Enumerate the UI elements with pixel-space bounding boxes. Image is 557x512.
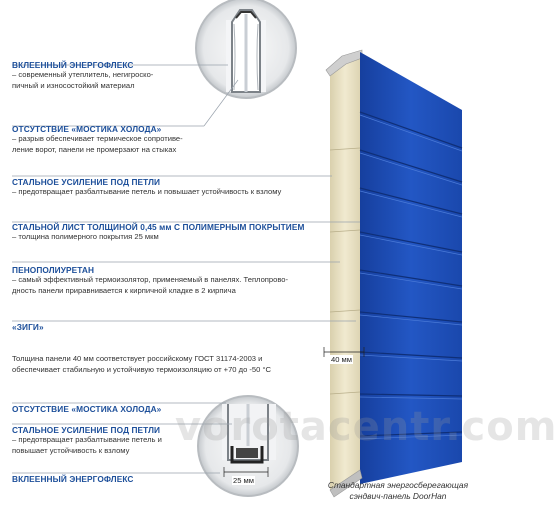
feature-title: СТАЛЬНОЕ УСИЛЕНИЕ ПОД ПЕТЛИ [12,425,161,435]
top-profile-magnifier [196,0,296,98]
feature-text: пичный и износостойкий материал [12,80,135,90]
feature-energoflex-top [12,60,153,91]
feature-cold-bridge-bottom [12,404,161,414]
feature-energoflex-bottom [12,474,134,484]
feature-panel-thickness [12,354,271,375]
feature-title: СТАЛЬНОЕ УСИЛЕНИЕ ПОД ПЕТЛИ [12,177,161,187]
feature-text: – разрыв обеспечивает термическое сопротиве- [12,134,183,143]
caption [316,480,480,502]
feature-zigi [12,322,44,332]
feature-text: дность панели приравнивается к кирпичной кладке в 2 кирпича [12,285,236,295]
feature-hinge-reinforcement-bottom [12,425,162,456]
feature-hinge-reinforcement-top [12,177,281,198]
feature-text: – современный утеплитель, негигроско- [12,70,154,79]
feature-steel-sheet [12,222,304,243]
watermark: vorotacentr.com [175,404,557,450]
feature-title: «ЗИГИ» [12,322,44,332]
feature-text: обеспечивает стабильную и устойчивую термоизоляцию от +70 до -50 °С [12,364,272,374]
thickness-label: 40 мм [331,355,352,364]
feature-text: – предотвращает разбалтывание петель и повышает устойчивость к взлому [12,187,282,196]
feature-title: ВКЛЕЕННЫЙ ЭНЕРГОФЛЕКС [12,474,134,484]
feature-title: ОТСУТСТВИЕ «МОСТИКА ХОЛОДА» [12,404,162,414]
feature-text: – толщина полимерного покрытия 25 мкм [12,232,159,241]
feature-cold-bridge-top [12,124,183,155]
feature-title: ВКЛЕЕННЫЙ ЭНЕРГОФЛЕКС [12,60,134,70]
feature-text: – предотвращает разбалтывание петель и [12,435,162,444]
feature-title: СТАЛЬНОЙ ЛИСТ ТОЛЩИНОЙ 0,45 мм С ПОЛИМЕРНЫМ ПОКРЫТИЕМ [12,222,305,232]
caption-line: Стандартная энергосберегающая [327,480,469,490]
feature-polyurethane [12,265,288,296]
feature-text: Толщина панели 40 мм соответствует российскому ГОСТ 31174-2003 и [12,354,263,363]
feature-title: ОТСУТСТВИЕ «МОСТИКА ХОЛОДА» [12,124,162,134]
feature-text: ление ворот, панели не промерзают на стыках [12,144,177,154]
profile-width-label: 25 мм [233,476,254,485]
feature-title: ПЕНОПОЛИУРЕТАН [12,265,95,275]
feature-text: повышает устойчивость к взлому [12,445,130,455]
caption-line: сэндвич-панель DoorHan [349,491,447,501]
feature-text: – самый эффективный термоизолятор, применяемый в панелях. Теплопрово- [12,275,289,284]
